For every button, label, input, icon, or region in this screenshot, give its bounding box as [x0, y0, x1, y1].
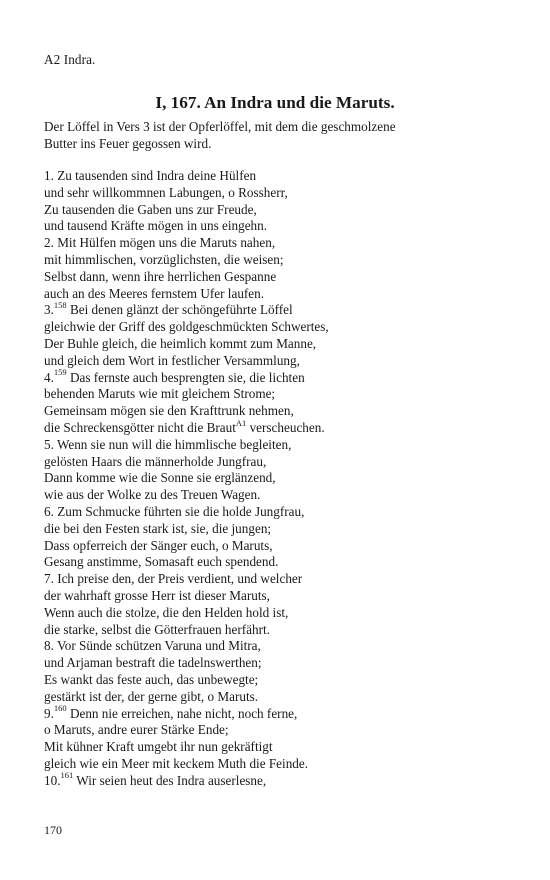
verse-line: 5. Wenn sie nun will die himmlische begleiten,: [44, 436, 292, 452]
verse-line: Dass opferreich der Sänger euch, o Maruts,: [44, 537, 273, 553]
verse-line: Zu tausenden die Gaben uns zur Freude,: [44, 201, 257, 217]
verse-line: wie aus der Wolke zu des Treuen Wagen.: [44, 487, 261, 503]
footnote-marker: 159: [53, 367, 67, 378]
verse-line: der wahrhaft grosse Herr ist dieser Maruts,: [44, 587, 270, 603]
verse-line: behenden Maruts wie mit gleichem Strome;: [44, 386, 276, 402]
footnote-marker: A1: [235, 417, 247, 428]
intro-line: Butter ins Feuer gegossen wird.: [44, 136, 212, 151]
verse-line: [44, 703, 524, 723]
verse-line-text: 3.: [44, 302, 54, 318]
page-number: 170: [44, 823, 62, 837]
verse-line: gelösten Haars die männerholde Jungfrau,: [44, 453, 267, 469]
verse-line: Selbst dann, wenn ihre herrlichen Gespanne: [44, 268, 277, 284]
verse-line: o Maruts, andre eurer Stärke Ende;: [44, 722, 229, 738]
verse-line: gleichwie der Griff des goldgeschmückten Schwertes,: [44, 319, 329, 335]
hymn-title: I, 167. An Indra und die Maruts.: [155, 93, 395, 112]
verse-line-text: Bei denen glänzt der schöngeführte Löffel: [66, 302, 293, 318]
verse-line: Dann komme wie die Sonne sie erglänzend,: [44, 470, 276, 486]
verse-line-text: 10.: [44, 772, 61, 788]
footnote-marker: 161: [60, 770, 74, 781]
verse-line: und gleich dem Wort in festlicher Versammlung,: [44, 352, 300, 368]
verse-line: Der Buhle gleich, die heimlich kommt zum Manne,: [44, 335, 317, 351]
verse-line-text: Wir seien heut des Indra auserlesne,: [73, 772, 267, 788]
verse-line: Mit kühner Kraft umgebt ihr nun gekräftigt: [44, 739, 273, 755]
verse-line-text: Das fernste auch besprengten sie, die lichten: [66, 369, 305, 385]
verse-line-text: verscheuchen.: [246, 419, 325, 435]
verse-line-text: die Schreckensgötter nicht die Braut: [44, 419, 236, 435]
verse-block: [44, 168, 524, 789]
verse-line: auch an des Meeres fernstem Ufer laufen.: [44, 285, 265, 301]
verse-line: 1. Zu tausenden sind Indra deine Hülfen: [44, 168, 257, 183]
verse-line: die bei den Festen stark ist, sie, die jungen;: [44, 520, 272, 536]
intro-line: Der Löffel in Vers 3 ist der Opferlöffel, mit dem die geschmolzene: [44, 119, 396, 134]
verse-line-text: 4.: [44, 369, 54, 385]
verse-line: Gemeinsam mögen sie den Krafttrunk nehmen,: [44, 403, 294, 419]
running-header: A2 Indra.: [44, 52, 96, 67]
footnote-marker: 160: [53, 703, 67, 714]
verse-line: und sehr willkommnen Labungen, o Rossherr,: [44, 184, 288, 200]
verse-line: [44, 367, 524, 387]
verse-line: 2. Mit Hülfen mögen uns die Maruts nahen,: [44, 235, 276, 251]
footnote-marker: 158: [53, 299, 67, 310]
verse-line: Es wankt das feste auch, das unbewegte;: [44, 671, 259, 687]
verse-line-text: Denn nie erreichen, nahe nicht, noch ferne,: [66, 705, 298, 721]
verse-line: 8. Vor Sünde schützen Varuna und Mitra,: [44, 638, 261, 654]
verse-line-text: 9.: [44, 705, 54, 721]
verse-line: mit himmlischen, vorzüglichsten, die weisen;: [44, 251, 284, 267]
verse-line: [44, 299, 524, 319]
verse-line: Wenn auch die stolze, die den Helden hold ist,: [44, 604, 289, 620]
verse-line: gestärkt ist der, der gerne gibt, o Maruts.: [44, 688, 259, 704]
verse-line: [44, 417, 524, 437]
verse-line: und Arjaman bestraft die tadelnswerthen;: [44, 655, 262, 671]
intro-note: [44, 118, 524, 152]
verse-line: und tausend Kräfte mögen in uns eingehn.: [44, 218, 268, 234]
verse-line: 6. Zum Schmucke führten sie die holde Jungfrau,: [44, 503, 305, 519]
verse-line: Gesang anstimme, Somasaft euch spendend.: [44, 554, 279, 570]
verse-line: 7. Ich preise den, der Preis verdient, und welcher: [44, 571, 303, 587]
verse-line: [44, 770, 524, 790]
verse-line: die starke, selbst die Götterfrauen herfährt.: [44, 621, 270, 637]
verse-line: gleich wie ein Meer mit keckem Muth die Feinde.: [44, 755, 309, 771]
